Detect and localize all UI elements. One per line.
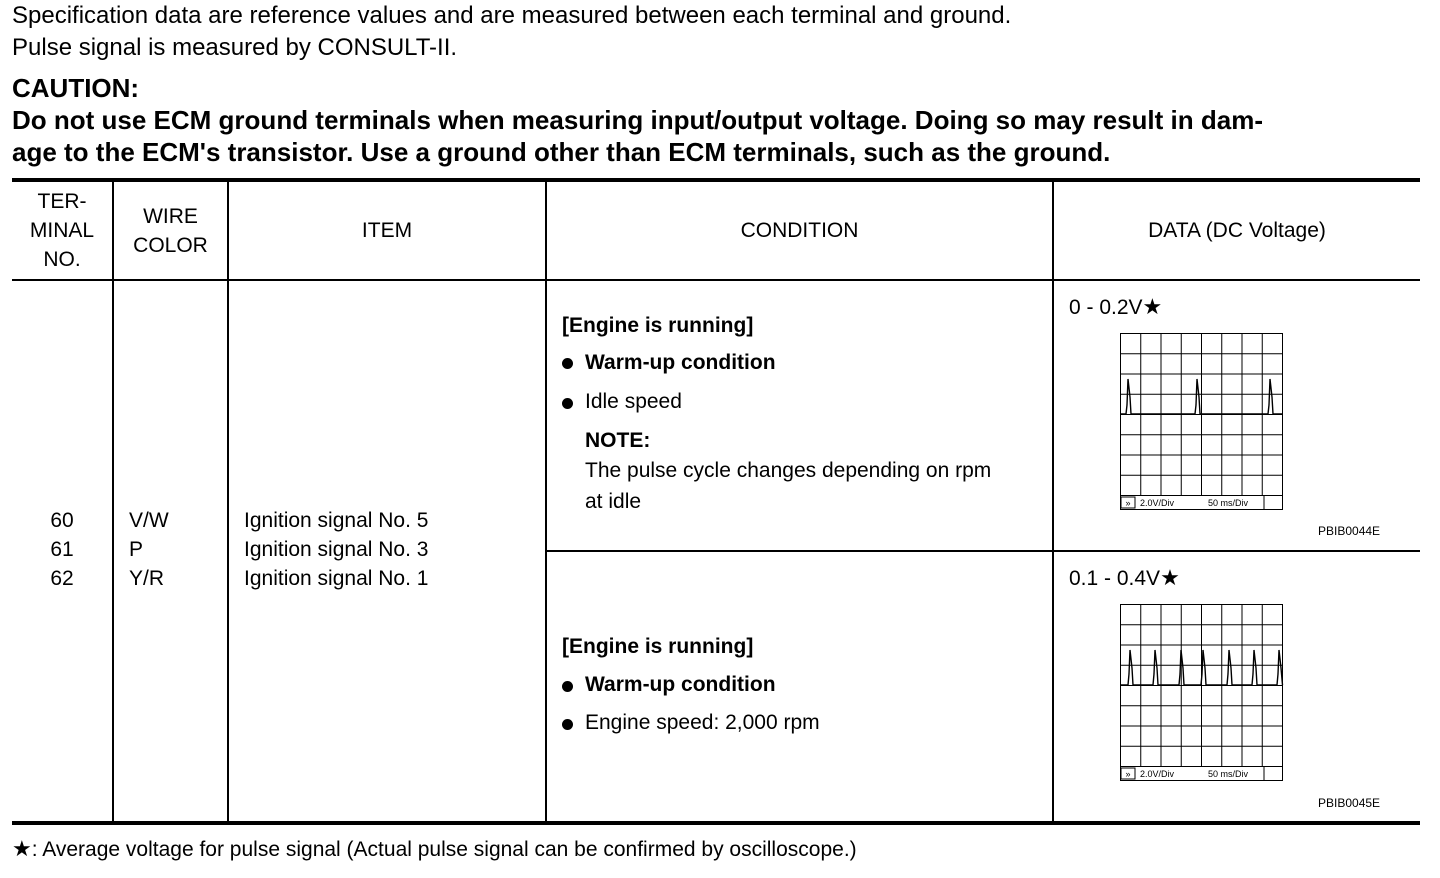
note-text: at idle bbox=[585, 490, 642, 513]
condition-row-divider bbox=[545, 550, 1420, 552]
intro-line-2: Pulse signal is measured by CONSULT-II. bbox=[12, 34, 458, 61]
figure-code: PBIB0045E bbox=[1318, 796, 1381, 810]
wire-colors bbox=[129, 506, 169, 593]
svg-text:»: » bbox=[1125, 498, 1131, 508]
table-bottom-rule bbox=[12, 821, 1420, 825]
bullet-dot bbox=[562, 719, 573, 730]
terminal-no: 60 bbox=[50, 509, 74, 532]
figure-code: PBIB0044E bbox=[1318, 524, 1381, 538]
caution-line-2: age to the ECM's transistor. Use a ground other than ECM terminals, such as the ground. bbox=[12, 137, 1111, 167]
note-label: NOTE: bbox=[585, 429, 651, 452]
terminal-no: 61 bbox=[50, 538, 74, 561]
footnote: ★: Average voltage for pulse signal (Actual pulse signal can be confirmed by oscilloscope.) bbox=[12, 836, 857, 861]
item-label: Ignition signal No. 1 bbox=[244, 567, 429, 590]
header-wire-color: WIRE COLOR bbox=[133, 204, 208, 257]
star-icon: ★ bbox=[1142, 294, 1163, 319]
voltage-value: 0 - 0.2V★ bbox=[1069, 294, 1163, 319]
terminal-numbers bbox=[12, 506, 112, 593]
oscilloscope-waveform-idle bbox=[1118, 331, 1286, 513]
header-divider bbox=[12, 279, 1420, 281]
star-icon: ★ bbox=[12, 836, 32, 861]
condition-bullet: Warm-up condition bbox=[585, 673, 776, 696]
svg-text:50 ms/Div: 50 ms/Div bbox=[1208, 498, 1249, 508]
svg-text:2.0V/Div: 2.0V/Div bbox=[1140, 769, 1175, 779]
condition-bullet: Warm-up condition bbox=[585, 351, 776, 374]
header-terminal-no: TER- MINAL NO. bbox=[29, 190, 95, 271]
oscilloscope-waveform-2000rpm bbox=[1118, 602, 1286, 784]
svg-text:»: » bbox=[1125, 769, 1131, 779]
star-icon: ★ bbox=[1160, 565, 1180, 590]
caution-line-1: Do not use ECM ground terminals when measuring input/output voltage. Doing so may result in dam- bbox=[12, 105, 1263, 135]
intro-line-1: Specification data are reference values and are measured between each terminal and ground. bbox=[12, 2, 1012, 29]
items bbox=[244, 506, 428, 593]
item-label: Ignition signal No. 3 bbox=[244, 538, 429, 561]
note-text: The pulse cycle changes depending on rpm bbox=[585, 459, 992, 482]
caution-heading: CAUTION: bbox=[12, 73, 140, 103]
condition-header: [Engine is running] bbox=[562, 314, 754, 337]
svg-text:50 ms/Div: 50 ms/Div bbox=[1208, 769, 1249, 779]
wire-color: Y/R bbox=[129, 567, 165, 590]
item-label: Ignition signal No. 5 bbox=[244, 509, 429, 532]
bullet-dot bbox=[562, 358, 573, 369]
bullet-dot bbox=[562, 398, 573, 409]
terminal-no: 62 bbox=[50, 567, 74, 590]
condition-bullet: Idle speed bbox=[585, 390, 682, 413]
svg-text:2.0V/Div: 2.0V/Div bbox=[1140, 498, 1175, 508]
voltage-value: 0.1 - 0.4V★ bbox=[1069, 565, 1180, 590]
bullet-dot bbox=[562, 681, 573, 692]
header-condition: CONDITION bbox=[740, 219, 859, 242]
condition-bullet: Engine speed: 2,000 rpm bbox=[585, 711, 820, 734]
wire-color: P bbox=[129, 538, 144, 561]
header-data: DATA (DC Voltage) bbox=[1148, 219, 1326, 242]
condition-header: [Engine is running] bbox=[562, 635, 754, 658]
header-item: ITEM bbox=[361, 219, 413, 242]
wire-color: V/W bbox=[129, 509, 169, 532]
